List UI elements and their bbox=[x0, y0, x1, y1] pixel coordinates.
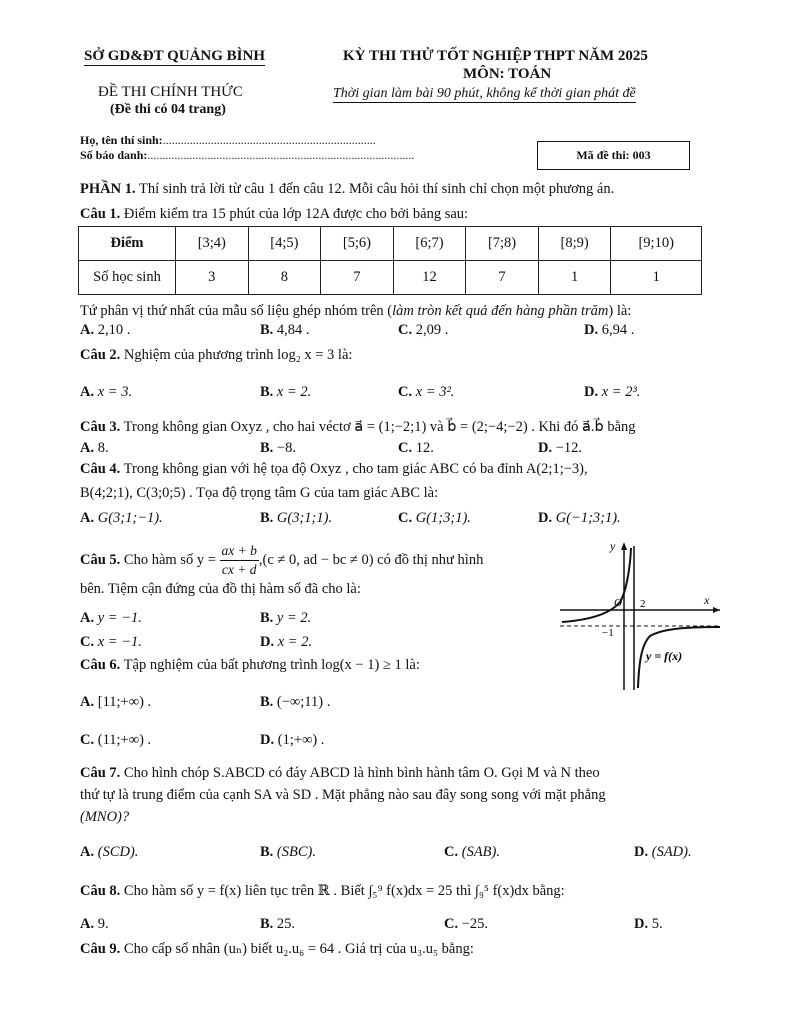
question-7: Câu 7. Cho hình chóp S.ABCD có đáy ABCD là hình bình hành tâm O. Gọi M và N theo bbox=[80, 765, 600, 781]
table-cell: [5;6) bbox=[321, 227, 394, 261]
table-cell: 1 bbox=[611, 261, 702, 295]
q1-option-a[interactable]: A. 2,10 . bbox=[80, 322, 131, 338]
q6-option-d[interactable]: D. (1;+∞) . bbox=[260, 732, 325, 748]
exam-title: KỲ THI THỬ TỐT NGHIỆP THPT NĂM 2025 bbox=[343, 48, 648, 64]
x-axis-arrow-icon bbox=[713, 607, 720, 613]
left-branch bbox=[562, 548, 631, 622]
department-name: SỞ GD&ĐT QUẢNG BÌNH bbox=[84, 48, 265, 64]
question-1-prompt: Tứ phân vị thứ nhất của mẫu số liệu ghép nhóm trên (làm tròn kết quả đến hàng phần trăm) là: bbox=[80, 303, 632, 319]
question-1: Câu 1. Điểm kiểm tra 15 phút của lớp 12A được cho bởi bảng sau: bbox=[80, 206, 469, 222]
q2-option-a[interactable]: A. x = 3. bbox=[80, 384, 133, 400]
tick-minus-one-label: −1 bbox=[602, 627, 614, 639]
q7-option-b[interactable]: B. (SBC). bbox=[260, 844, 316, 860]
q3-option-d[interactable]: D. −12. bbox=[538, 440, 583, 456]
q3-option-b[interactable]: B. −8. bbox=[260, 440, 296, 456]
table-row bbox=[79, 227, 702, 261]
question-7-line-3: (MNO)? bbox=[80, 809, 130, 825]
table-cell: 7 bbox=[466, 261, 539, 295]
q8-option-d[interactable]: D. 5. bbox=[634, 916, 663, 932]
q5-option-c[interactable]: C. x = −1. bbox=[80, 634, 142, 650]
tick-two-label: 2 bbox=[640, 598, 646, 610]
question-4-line-2: B(4;2;1), C(3;0;5) . Tọa độ trọng tâm G của tam giác ABC là: bbox=[80, 485, 439, 501]
table-cell: [4;5) bbox=[248, 227, 321, 261]
q2-option-c[interactable]: C. x = 3². bbox=[398, 384, 455, 400]
q4-option-a[interactable]: A. G(3;1;−1). bbox=[80, 510, 163, 526]
subject: MÔN: TOÁN bbox=[463, 66, 552, 82]
x-axis-label: x bbox=[704, 593, 710, 607]
q2-option-d[interactable]: D. x = 2³. bbox=[584, 384, 641, 400]
table-cell: [7;8) bbox=[466, 227, 539, 261]
origin-label: O bbox=[614, 597, 622, 609]
table-cell: [8;9) bbox=[538, 227, 611, 261]
question-3: Câu 3. Trong không gian Oxyz , cho hai véctơ a⃗ = (1;−2;1) và b⃗ = (2;−4;−2) . Khi đó a⃗.b⃗ bằng bbox=[80, 419, 636, 435]
function-graph bbox=[560, 540, 720, 690]
table-cell: 3 bbox=[176, 261, 249, 295]
question-5-line-2: bên. Tiệm cận đứng của đồ thị hàm số đã cho là: bbox=[80, 581, 361, 597]
q7-option-a[interactable]: A. (SCD). bbox=[80, 844, 139, 860]
q1-option-b[interactable]: B. 4,84 . bbox=[260, 322, 310, 338]
y-axis-arrow-icon bbox=[621, 542, 627, 550]
table-cell: [9;10) bbox=[611, 227, 702, 261]
question-6: Câu 6. Tập nghiệm của bất phương trình log(x − 1) ≥ 1 là: bbox=[80, 657, 420, 673]
q7-option-c[interactable]: C. (SAB). bbox=[444, 844, 500, 860]
table-cell: 12 bbox=[393, 261, 466, 295]
question-7-line-2: thứ tự là trung điểm của cạnh SA và SD . Mặt phẳng nào sau đây song song với mặt phẳng bbox=[80, 787, 606, 803]
q8-option-b[interactable]: B. 25. bbox=[260, 916, 296, 932]
q5-option-b[interactable]: B. y = 2. bbox=[260, 610, 312, 626]
q4-option-b[interactable]: B. G(3;1;1). bbox=[260, 510, 333, 526]
q6-option-c[interactable]: C. (11;+∞) . bbox=[80, 732, 152, 748]
curve-label: y = f(x) bbox=[646, 649, 683, 663]
q2-option-b[interactable]: B. x = 2. bbox=[260, 384, 312, 400]
question-4: Câu 4. Trong không gian với hệ tọa độ Oxyz , cho tam giác ABC có ba đỉnh A(2;1;−3), bbox=[80, 461, 588, 477]
q8-option-c[interactable]: C. −25. bbox=[444, 916, 489, 932]
pages-note: (Đề thi có 04 trang) bbox=[110, 102, 226, 117]
time-note: Thời gian làm bài 90 phút, không kể thời gian phát đề bbox=[333, 86, 636, 101]
table-cell: 7 bbox=[321, 261, 394, 295]
q1-option-d[interactable]: D. 6,94 . bbox=[584, 322, 635, 338]
exam-code-box: Mã đề thi: 003 bbox=[537, 141, 690, 170]
q8-option-a[interactable]: A. 9. bbox=[80, 916, 109, 932]
q4-option-c[interactable]: C. G(1;3;1). bbox=[398, 510, 471, 526]
table-cell: 8 bbox=[248, 261, 321, 295]
q3-option-a[interactable]: A. 8. bbox=[80, 440, 109, 456]
table-cell: 1 bbox=[538, 261, 611, 295]
section-1-heading: PHẦN 1. Thí sinh trả lời từ câu 1 đến câu 12. Mỗi câu hỏi thí sinh chỉ chọn một phương án. bbox=[80, 181, 615, 197]
table-cell: [3;4) bbox=[176, 227, 249, 261]
exam-type: ĐỀ THI CHÍNH THỨC bbox=[98, 84, 243, 100]
question-2: Câu 2. Nghiệm của phương trình log₂ x = 3 là: bbox=[80, 347, 353, 363]
table-cell: Điểm bbox=[79, 227, 176, 261]
q6-option-b[interactable]: B. (−∞;11) . bbox=[260, 694, 331, 710]
question-9: Câu 9. Cho cấp số nhân (uₙ) biết u₂.u₆ = 64 . Giá trị của u₃.u₅ bằng: bbox=[80, 941, 474, 957]
q5-option-a[interactable]: A. y = −1. bbox=[80, 610, 142, 626]
candidate-id-label: Số báo danh:......................................................................................... bbox=[80, 148, 415, 162]
q7-option-d[interactable]: D. (SAD). bbox=[634, 844, 692, 860]
score-table bbox=[78, 226, 702, 295]
table-cell: Số học sinh bbox=[79, 261, 176, 295]
candidate-name-label: Họ, tên thí sinh:....................................................................... bbox=[80, 133, 376, 147]
fraction: $\frac{ax + b}{cx + d}$ bbox=[221, 543, 257, 577]
table-cell: [6;7) bbox=[393, 227, 466, 261]
q1-option-c[interactable]: C. 2,09 . bbox=[398, 322, 449, 338]
question-5: Câu 5. Cho hàm số y = $\frac{ax + b}{cx + d}$ ,(c ≠ 0, ad − bc ≠ 0) có đồ thị như hình bbox=[80, 543, 484, 577]
q6-option-a[interactable]: A. [11;+∞) . bbox=[80, 694, 152, 710]
y-axis-label: y bbox=[610, 540, 616, 553]
q3-option-c[interactable]: C. 12. bbox=[398, 440, 434, 456]
question-8: Câu 8. Cho hàm số y = f(x) liên tục trên ℝ . Biết ∫₅⁹ f(x)dx = 25 thì ∫₉⁵ f(x)dx bằng: bbox=[80, 883, 565, 899]
table-row bbox=[79, 261, 702, 295]
q4-option-d[interactable]: D. G(−1;3;1). bbox=[538, 510, 621, 526]
q5-option-d[interactable]: D. x = 2. bbox=[260, 634, 313, 650]
